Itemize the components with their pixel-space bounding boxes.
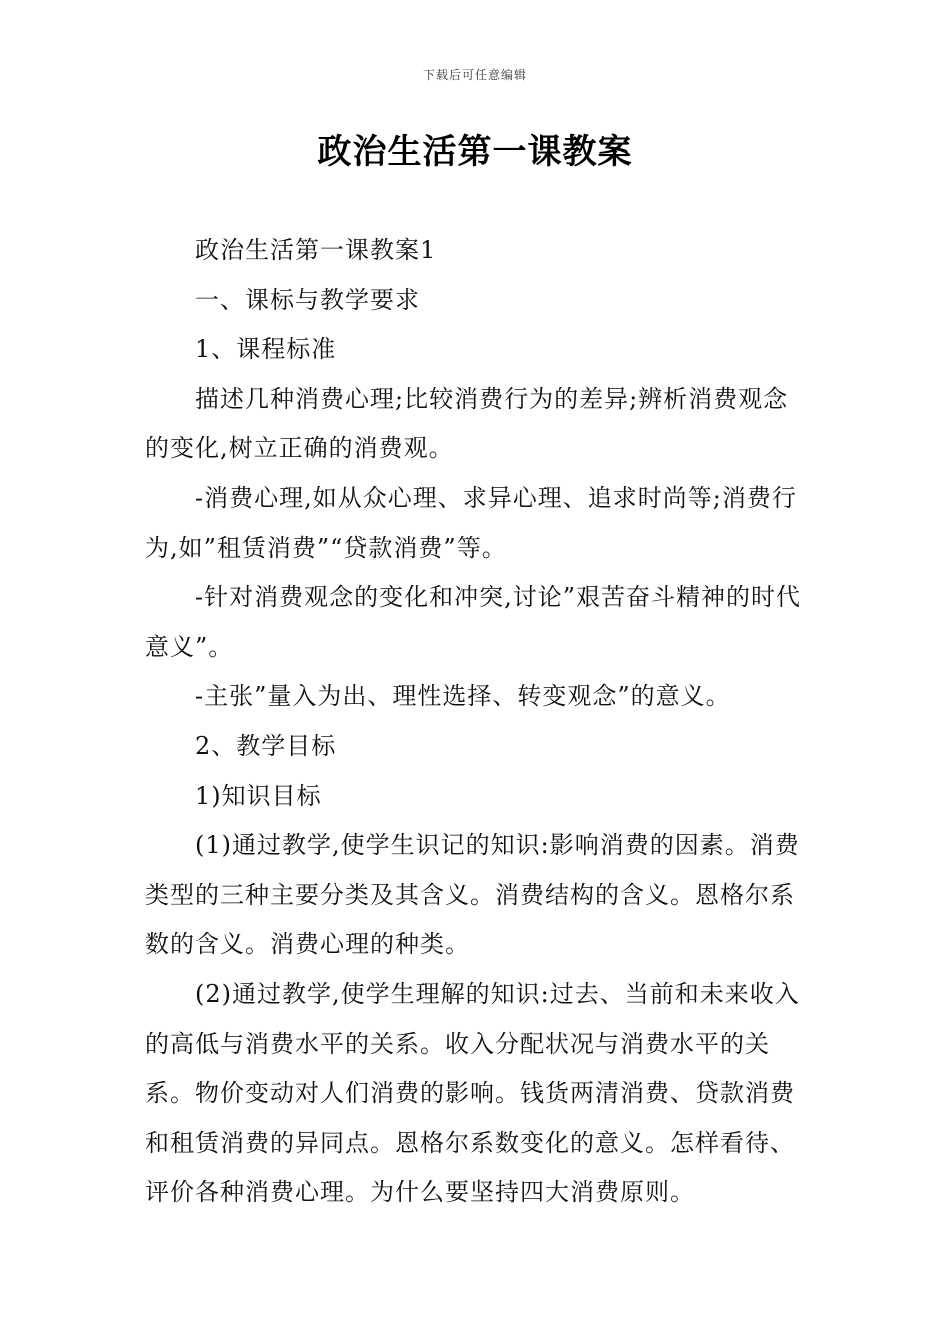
paragraph-understand-knowledge: (2)通过教学,使学生理解的知识:过去、当前和未来收入的高低与消费水平的关系。收入分配状况与消费水平的关系。物价变动对人们消费的影响。钱货两清消费、贷款消费和租赁消费的异同点。恩格尔系数变化的意义。怎样看待、评价各种消费心理。为什么要坚持四大消费原则。 — [145, 979, 800, 1207]
paragraph-memorize-knowledge: (1)通过教学,使学生识记的知识:影响消费的因素。消费类型的三种主要分类及其含义。消费结构的含义。恩格尔系数的含义。消费心理的种类。 — [145, 831, 800, 959]
document-body — [145, 226, 809, 1218]
document-title: 政治生活第一课教案 — [317, 132, 633, 172]
paragraph-principles: -主张”量入为出、理性选择、转变观念”的意义。 — [195, 682, 731, 711]
paragraph-consumer-psychology: -消费心理,如从众心理、求异心理、追求时尚等;消费行为,如”租赁消费”“贷款消费”等。 — [145, 483, 797, 562]
paragraph-curriculum-description: 描述几种消费心理;比较消费行为的差异;辨析消费观念的变化,树立正确的消费观。 — [145, 384, 789, 463]
paragraph-consumption-concepts: -针对消费观念的变化和冲突,讨论”艰苦奋斗精神的时代意义”。 — [145, 583, 802, 661]
section-heading-lesson: 政治生活第一课教案1 — [195, 236, 437, 264]
subheading-curriculum-standard: 1、课程标准 — [195, 335, 337, 364]
header-note: 下载后可任意编辑 — [422, 68, 527, 82]
subheading-teaching-goals: 2、教学目标 — [195, 731, 337, 760]
section-heading-requirements: 一、课标与教学要求 — [195, 285, 420, 314]
subheading-knowledge-goals: 1)知识目标 — [195, 781, 322, 810]
